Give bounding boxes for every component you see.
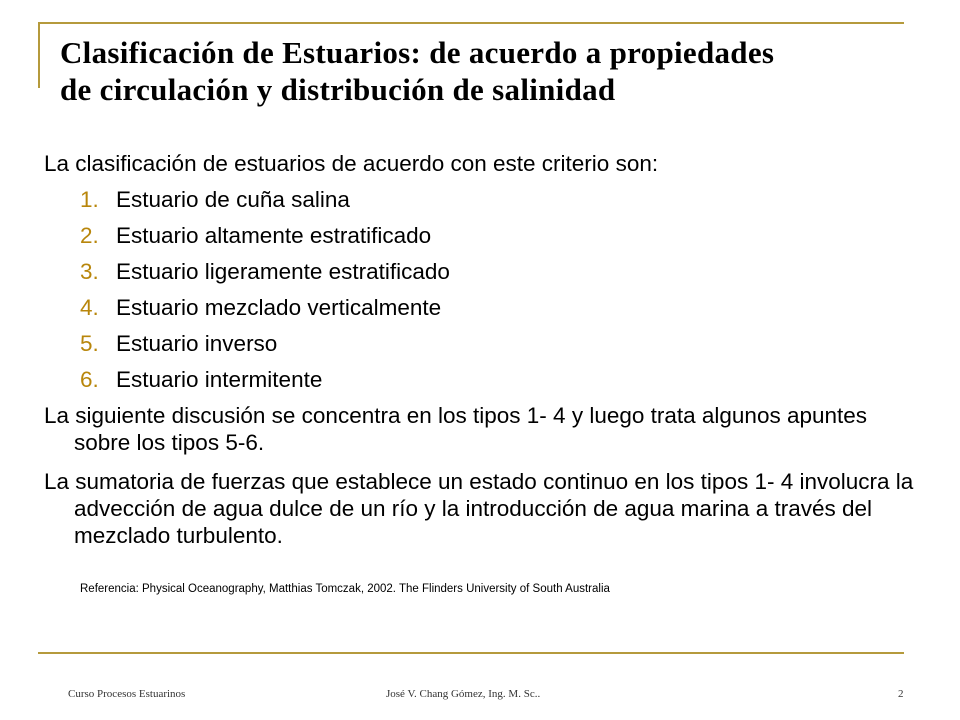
list-item-text: Estuario altamente estratificado <box>116 223 432 248</box>
list-item <box>44 186 924 213</box>
footer-divider <box>38 652 904 654</box>
title-line-2: de circulación y distribución de salinidad <box>60 72 616 107</box>
list-item <box>44 222 924 249</box>
list-item-number: 2. <box>80 223 99 248</box>
slide-body <box>44 150 924 549</box>
footer-author: José V. Chang Gómez, Ing. M. Sc.. <box>386 688 541 700</box>
list-item-number: 6. <box>80 367 99 392</box>
list-item-number: 1. <box>80 187 99 212</box>
list-item-text: Estuario de cuña salina <box>116 187 350 212</box>
list-item-text: Estuario mezclado verticalmente <box>116 295 442 320</box>
list-item <box>44 366 924 393</box>
list-item-number: 5. <box>80 331 99 356</box>
list-item <box>44 294 924 321</box>
slide-title <box>60 34 940 108</box>
reference-note: Referencia: Physical Oceanography, Matthias Tomczak, 2002. The Flinders University of South Australia <box>80 583 610 595</box>
title-line-1: Clasificación de Estuarios: de acuerdo a propiedades <box>60 35 775 70</box>
discussion-paragraph: La siguiente discusión se concentra en los tipos 1- 4 y luego trata algunos apuntes sobre los tipos 5-6. <box>44 403 868 455</box>
list-item-number: 3. <box>80 259 99 284</box>
footer-page-number: 2 <box>898 688 904 700</box>
title-frame-left-line <box>38 22 40 88</box>
list-item-text: Estuario intermitente <box>116 367 323 392</box>
estuary-type-list <box>44 186 924 393</box>
title-frame-top-line <box>38 22 904 24</box>
list-item-number: 4. <box>80 295 99 320</box>
list-item <box>44 330 924 357</box>
list-item-text: Estuario ligeramente estratificado <box>116 259 450 284</box>
intro-paragraph: La clasificación de estuarios de acuerdo con este criterio son: <box>44 151 659 176</box>
footer-course: Curso Procesos Estuarinos <box>68 688 186 700</box>
list-item <box>44 258 924 285</box>
forces-paragraph: La sumatoria de fuerzas que establece un estado continuo en los tipos 1- 4 involucra la advección de agua dulce de un río y la introducción de agua marina a través del mezclado turbulento. <box>44 469 914 548</box>
list-item-text: Estuario inverso <box>116 331 278 356</box>
